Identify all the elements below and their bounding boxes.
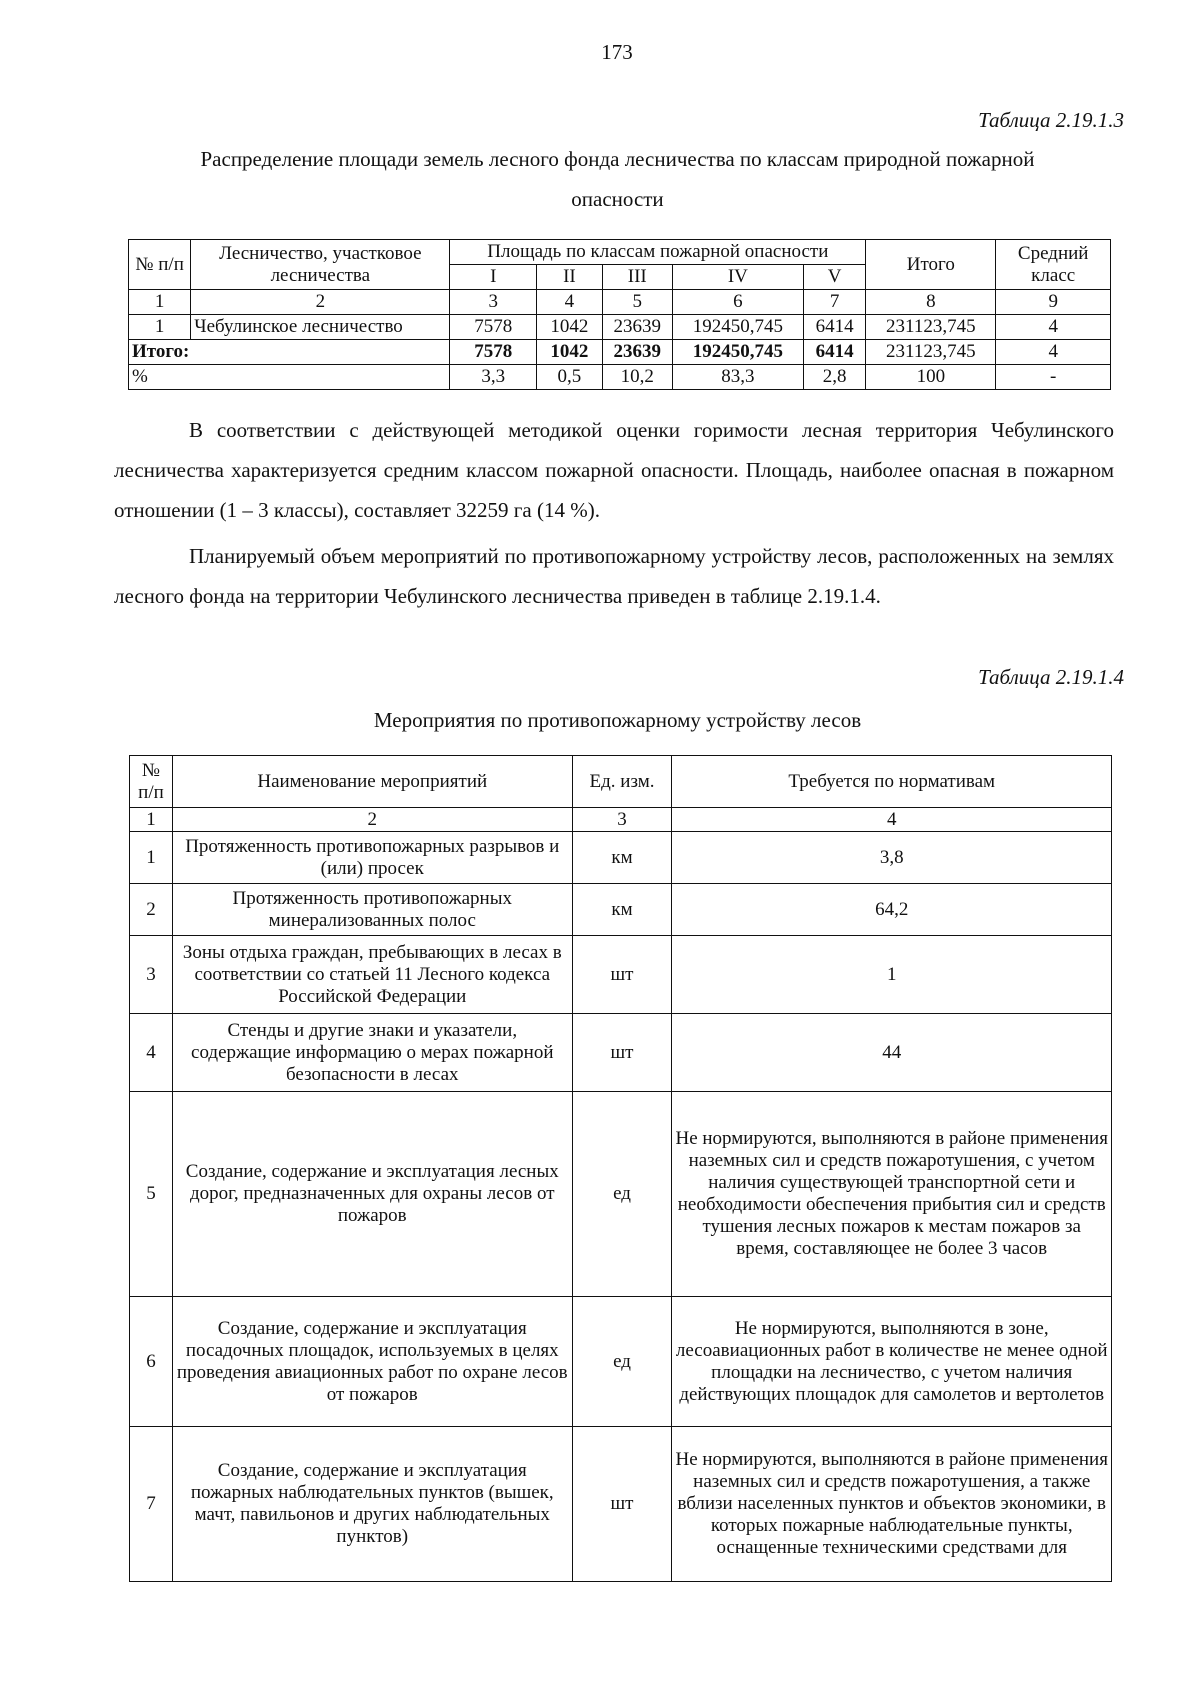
row-name: Зоны отдыха граждан, пребывающих в лесах в соответствии со статьей 11 Лесного кодекса Российской Федерации bbox=[172, 936, 572, 1014]
table-caption-1: Таблица 2.19.1.3 bbox=[978, 108, 1124, 132]
table-row bbox=[130, 1297, 1112, 1427]
header-num-line1: № bbox=[141, 759, 161, 781]
table-cell: 2,8 bbox=[804, 365, 866, 390]
header-class: I bbox=[450, 265, 537, 290]
row-unit: км bbox=[572, 884, 672, 936]
header-forestry bbox=[191, 240, 450, 290]
table-row bbox=[130, 1427, 1112, 1582]
table-cell: 4 bbox=[996, 340, 1111, 365]
table-index-row bbox=[130, 808, 1112, 832]
table-cell: 9 bbox=[996, 290, 1111, 315]
header-num bbox=[130, 756, 173, 808]
table-cell: 7578 bbox=[450, 315, 537, 340]
row-num: 6 bbox=[130, 1297, 173, 1427]
table-total-row bbox=[129, 340, 1111, 365]
table-cell: 7578 bbox=[450, 340, 537, 365]
row-num: 7 bbox=[130, 1427, 173, 1582]
header-num-line2: п/п bbox=[138, 781, 164, 803]
row-name: Создание, содержание и эксплуатация лесных дорог, предназначенных для охраны лесов от пожаров bbox=[172, 1092, 572, 1297]
table-cell: % bbox=[129, 365, 450, 390]
row-value: Не нормируются, выполняются в районе применения наземных сил и средств пожаротушения, с учетом наличия существующей транспортной сети и необходимости обеспечения прибытия сил и средств тушения лесных пожаров к местам пожаров за время, составляющее не более 3 часов bbox=[672, 1092, 1112, 1297]
table-cell: 3 bbox=[450, 290, 537, 315]
table-cell: 2 bbox=[172, 808, 572, 832]
table-row bbox=[130, 832, 1112, 884]
table-cell: 23639 bbox=[602, 315, 672, 340]
table-cell: 2 bbox=[191, 290, 450, 315]
table-cell: 3,3 bbox=[450, 365, 537, 390]
row-value: 3,8 bbox=[672, 832, 1112, 884]
row-value: 64,2 bbox=[672, 884, 1112, 936]
table-title-1-line2: опасности bbox=[571, 187, 664, 211]
table-cell: 7 bbox=[804, 290, 866, 315]
table-cell: 231123,745 bbox=[866, 340, 996, 365]
table-cell: Итого: bbox=[129, 340, 450, 365]
row-name: Создание, содержание и эксплуатация пожарных наблюдательных пунктов (вышек, мачт, павильонов и других наблюдательных пунктов) bbox=[172, 1427, 572, 1582]
fire-measures-table bbox=[129, 755, 1112, 1582]
table-cell: 4 bbox=[996, 315, 1111, 340]
row-value: 1 bbox=[672, 936, 1112, 1014]
header-class: III bbox=[602, 265, 672, 290]
table-header-row bbox=[130, 756, 1112, 808]
row-unit: ед bbox=[572, 1092, 672, 1297]
row-unit: шт bbox=[572, 1014, 672, 1092]
row-value: Не нормируются, выполняются в зоне, лесоавиационных работ в количестве не менее одной площадки на лесничество, с учетом наличия действующих площадок для самолетов и вертолетов bbox=[672, 1297, 1112, 1427]
table-row bbox=[130, 884, 1112, 936]
table-cell: 0,5 bbox=[537, 365, 603, 390]
header-forestry-line1: Лесничество, участковое bbox=[219, 242, 422, 264]
table-cell: 3 bbox=[572, 808, 672, 832]
row-unit: шт bbox=[572, 1427, 672, 1582]
header-name: Наименование мероприятий bbox=[172, 756, 572, 808]
row-num: 3 bbox=[130, 936, 173, 1014]
table-cell: 1 bbox=[130, 808, 173, 832]
table-title-1-line1: Распределение площади земель лесного фонда лесничества по классам природной пожарной bbox=[200, 147, 1035, 171]
header-avg-line1: Средний bbox=[1017, 242, 1089, 264]
row-value: Не нормируются, выполняются в районе применения наземных сил и средств пожаротушения, а также вблизи населенных пунктов и объектов экономики, в которых пожарные наблюдательные пункты, оснащенные техническими средствами для bbox=[672, 1427, 1112, 1582]
row-unit: ед bbox=[572, 1297, 672, 1427]
paragraph-1: В соответствии с действующей методикой оценки горимости лесная территория Чебулинского лесничества характеризуется средним классом пожарной опасности. Площадь, наиболее опасная в пожарном отношении (1 – 3 классы), составляет 32259 га (14 %). bbox=[114, 418, 1114, 522]
table-percent-row bbox=[129, 365, 1111, 390]
table-cell: 4 bbox=[672, 808, 1112, 832]
table-cell: 6414 bbox=[804, 315, 866, 340]
row-num: 5 bbox=[130, 1092, 173, 1297]
row-unit: шт bbox=[572, 936, 672, 1014]
table-cell: 1042 bbox=[537, 315, 603, 340]
page-number: 173 bbox=[601, 40, 633, 64]
fire-class-table bbox=[128, 239, 1111, 390]
table-cell: 5 bbox=[602, 290, 672, 315]
table-index-row bbox=[129, 290, 1111, 315]
header-total: Итого bbox=[866, 240, 996, 290]
table-row bbox=[130, 1092, 1112, 1297]
header-unit: Ед. изм. bbox=[572, 756, 672, 808]
table-cell: 6414 bbox=[804, 340, 866, 365]
header-num: № п/п bbox=[129, 240, 191, 290]
table-cell: 10,2 bbox=[602, 365, 672, 390]
table-cell: 1042 bbox=[537, 340, 603, 365]
table-cell: 8 bbox=[866, 290, 996, 315]
row-name: Создание, содержание и эксплуатация посадочных площадок, используемых в целях проведения авиационных работ по охране лесов от пожаров bbox=[172, 1297, 572, 1427]
row-unit: км bbox=[572, 832, 672, 884]
table-cell: 192450,745 bbox=[672, 315, 803, 340]
header-area-group: Площадь по классам пожарной опасности bbox=[450, 240, 866, 265]
table-caption-2: Таблица 2.19.1.4 bbox=[978, 665, 1124, 689]
row-num: 2 bbox=[130, 884, 173, 936]
row-name: Протяженность противопожарных разрывов и (или) просек bbox=[172, 832, 572, 884]
table-cell: 83,3 bbox=[672, 365, 803, 390]
table-cell: 192450,745 bbox=[672, 340, 803, 365]
table-row bbox=[130, 1014, 1112, 1092]
table-title-1 bbox=[130, 139, 1105, 219]
header-class: II bbox=[537, 265, 603, 290]
table-cell: 6 bbox=[672, 290, 803, 315]
table-cell: 4 bbox=[537, 290, 603, 315]
paragraph-2: Планируемый объем мероприятий по противопожарному устройству лесов, расположенных на землях лесного фонда на территории Чебулинского лесничества приведен в таблице 2.19.1.4. bbox=[114, 544, 1114, 608]
table-row bbox=[130, 936, 1112, 1014]
table-cell: 231123,745 bbox=[866, 315, 996, 340]
table-cell: 23639 bbox=[602, 340, 672, 365]
table-cell: Чебулинское лесничество bbox=[191, 315, 450, 340]
header-required: Требуется по нормативам bbox=[672, 756, 1112, 808]
table-title-2: Мероприятия по противопожарному устройству лесов bbox=[373, 708, 862, 732]
row-num: 4 bbox=[130, 1014, 173, 1092]
table-header-row bbox=[129, 240, 1111, 265]
table-cell: 1 bbox=[129, 315, 191, 340]
table-row bbox=[129, 315, 1111, 340]
row-name: Стенды и другие знаки и указатели, содержащие информацию о мерах пожарной безопасности в лесах bbox=[172, 1014, 572, 1092]
row-value: 44 bbox=[672, 1014, 1112, 1092]
header-avg-line2: класс bbox=[1031, 264, 1076, 286]
row-num: 1 bbox=[130, 832, 173, 884]
row-name: Протяженность противопожарных минерализованных полос bbox=[172, 884, 572, 936]
table-cell: 100 bbox=[866, 365, 996, 390]
header-class: V bbox=[804, 265, 866, 290]
header-forestry-line2: лесничества bbox=[270, 264, 371, 286]
header-class: IV bbox=[672, 265, 803, 290]
header-avg-class bbox=[996, 240, 1111, 290]
table-cell: - bbox=[996, 365, 1111, 390]
table-cell: 1 bbox=[129, 290, 191, 315]
